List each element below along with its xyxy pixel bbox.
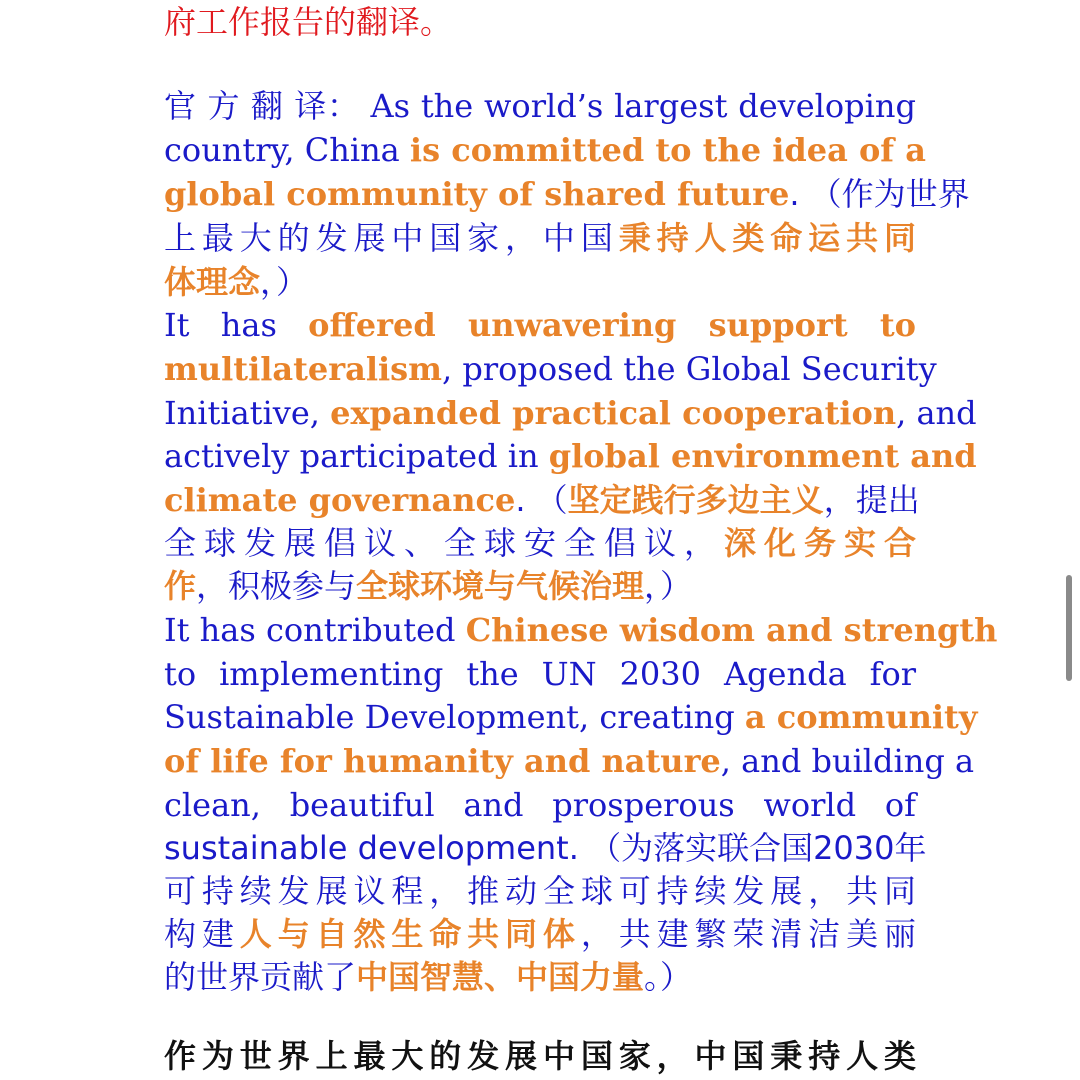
highlight-phrase: multilateralism — [164, 350, 443, 388]
text-segment: , proposed the Global Security — [442, 350, 937, 388]
text-segment: , and building a — [720, 742, 975, 780]
text-line — [164, 564, 916, 608]
text-line — [164, 955, 916, 999]
highlight-phrase: 体理念 — [164, 263, 261, 301]
text-line — [164, 172, 970, 216]
text-line — [164, 739, 975, 783]
text-segment: 官 方 翻 译： — [164, 87, 371, 125]
highlight-phrase: 坚定践行多边主义 — [567, 481, 824, 519]
scrollbar[interactable] — [1066, 575, 1072, 681]
highlight-phrase: 人与自然生命共同体 — [239, 915, 581, 953]
highlight-phrase: a community — [744, 698, 978, 736]
text-segment: . （作为世界 — [789, 175, 970, 213]
text-line — [164, 260, 916, 304]
text-segment: 构建 — [164, 915, 240, 953]
text-line — [164, 652, 916, 696]
text-line — [164, 869, 916, 913]
text-segment: 可持续发展议程，推动全球可持续发展，共同 — [164, 872, 916, 910]
highlight-phrase: expanded practical cooperation — [330, 394, 897, 432]
footer-line: 作为世界上最大的发展中国家，中国秉持人类 — [164, 1037, 916, 1075]
highlight-phrase: global community of shared future — [164, 175, 790, 213]
highlight-phrase: offered unwavering support to — [308, 306, 917, 344]
text-segment: ，） — [644, 567, 693, 605]
text-segment: . （ — [515, 481, 568, 519]
text-segment: 全球发展倡议、全球安全倡议， — [164, 524, 724, 562]
header-line: 府工作报告的翻译。 — [164, 3, 453, 41]
highlight-phrase: Chinese wisdom and strength — [465, 611, 998, 649]
text-line — [164, 434, 977, 478]
highlight-phrase: 中国智慧、中国力量 — [356, 958, 645, 996]
text-segment: 上最大的发展中国家，中国 — [164, 219, 619, 257]
text-segment: It has contributed — [164, 611, 466, 649]
highlight-phrase: global environment and — [548, 437, 977, 475]
text-segment: Sustainable Development, creating — [164, 698, 745, 736]
text-line — [164, 695, 978, 739]
text-line — [164, 478, 920, 522]
text-segment: ，共建繁荣清洁美丽 — [580, 915, 916, 953]
highlight-phrase: 全球环境与气候治理 — [356, 567, 645, 605]
text-segment: ，） — [260, 263, 309, 301]
text-segment: ，积极参与 — [196, 567, 357, 605]
text-line — [164, 216, 916, 260]
text-segment: sustainable development. （为落实联合国2030年 — [164, 829, 927, 867]
highlight-phrase: 深化务实合 — [723, 524, 916, 562]
text-line — [164, 521, 916, 565]
text-line — [164, 347, 937, 391]
highlight-phrase: 作 — [164, 567, 197, 605]
text-line — [164, 391, 977, 435]
text-line — [164, 826, 927, 870]
text-segment: clean, beautiful and prosperous world of — [164, 786, 916, 824]
text-line — [164, 128, 926, 172]
text-line — [164, 912, 916, 956]
highlight-phrase: of life for humanity and nature — [164, 742, 721, 780]
text-segment: It has — [164, 306, 309, 344]
text-segment: Initiative, — [164, 394, 331, 432]
text-line — [164, 783, 916, 827]
text-segment: to implementing the UN 2030 Agenda for — [164, 655, 916, 693]
text-segment: , and — [896, 394, 977, 432]
text-segment: 的世界贡献了 — [164, 958, 357, 996]
text-segment: ，提出 — [823, 481, 920, 519]
text-segment: As the world’s largest developing — [370, 87, 916, 125]
highlight-phrase: 秉持人类命运共同 — [618, 219, 916, 257]
text-line — [164, 84, 916, 128]
text-line — [164, 303, 916, 347]
highlight-phrase: is committed to the idea of a — [409, 131, 926, 169]
text-line — [164, 608, 998, 652]
highlight-phrase: climate governance — [164, 481, 516, 519]
text-segment: 。） — [644, 958, 693, 996]
text-segment: country, China — [164, 131, 410, 169]
text-segment: actively participated in — [164, 437, 549, 475]
